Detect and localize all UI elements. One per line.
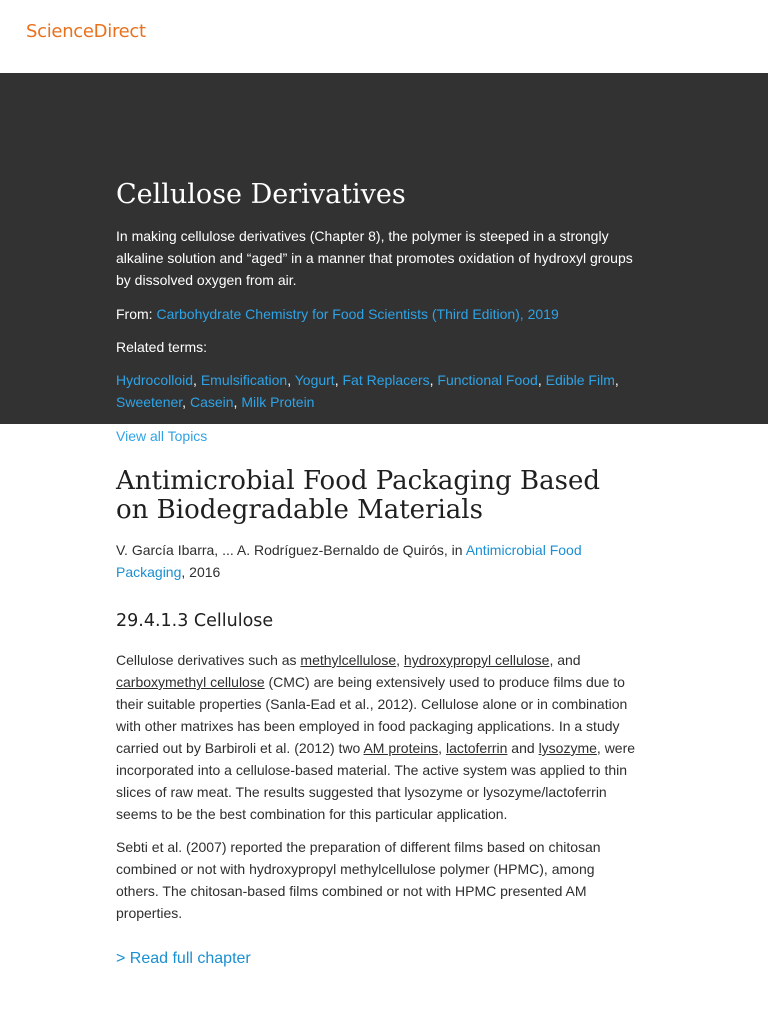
related-term-functional-food[interactable]: Functional Food: [437, 372, 538, 388]
topic-overview: [0, 73, 768, 444]
term-link-lysozyme[interactable]: lysozyme: [538, 740, 597, 756]
text-run: (CMC) are being extensively used to produce films due to their suitable properties (Sanla-Ead et al., 2012). Cellulose alone or in combination with other matrixes has been employed in food packaging applications. In a study carried out by Barbiroli et al. (2012) two: [116, 674, 628, 756]
paragraph-1: [116, 649, 639, 825]
term-link-am-proteins[interactable]: AM proteins: [363, 740, 439, 756]
topic-source: [116, 303, 639, 325]
text-run: ,: [396, 652, 404, 668]
sciencedirect-logo[interactable]: ScienceDirect: [26, 21, 146, 42]
text-run: , and: [549, 652, 581, 668]
text-run: ,: [438, 740, 446, 756]
chapter-authors: [116, 539, 639, 583]
related-term-edible-film[interactable]: Edible Film: [545, 372, 615, 388]
text-run: Cellulose derivatives such as: [116, 652, 301, 668]
authors-text: V. García Ibarra, ... A. Rodríguez-Bernaldo de Quirós, in: [116, 542, 463, 558]
related-term-emulsification[interactable]: Emulsification: [200, 372, 288, 388]
term-link-hydroxypropyl-cellulose[interactable]: hydroxypropyl cellulose: [403, 652, 550, 668]
related-term-milk-protein[interactable]: Milk Protein: [241, 394, 315, 410]
related-terms-list: Hydrocolloid, Emulsification, Yogurt, Fat Replacers, Functional Food, Edible Film, Sweetener, Casein, Milk Protein: [116, 372, 619, 410]
source-link[interactable]: Antimicrobial Food Packaging: [116, 542, 582, 580]
related-term-sweetener[interactable]: Sweetener: [116, 394, 183, 410]
text-run: , were incorporated into a cellulose-based material. The active system was applied to thin slices of raw meat. The results suggested that lysozyme or lysozyme/lactoferrin seems to be the best combination for this particular application.: [116, 740, 636, 822]
related-term-yogurt[interactable]: Yogurt: [294, 372, 335, 388]
chapter-excerpt: [0, 424, 768, 970]
paragraph-2: Sebti et al. (2007) reported the preparation of different films based on chitosan combined or not with hydroxypropyl methylcellulose polymer (HPMC), among others. The chitosan-based films combined or not with HPMC presented AM properties.: [116, 839, 601, 921]
view-all-topics-link[interactable]: View all Topics: [116, 428, 208, 444]
related-terms-label: Related terms:: [116, 339, 208, 355]
section-heading: 29.4.1.3 Cellulose: [116, 611, 274, 631]
source-book-link[interactable]: Carbohydrate Chemistry for Food Scientists (Third Edition), 2019: [156, 306, 559, 322]
related-term-casein[interactable]: Casein: [189, 394, 234, 410]
related-term-hydrocolloid[interactable]: Hydrocolloid: [116, 372, 194, 388]
text-run: and: [507, 740, 539, 756]
publication-year: , 2016: [181, 564, 221, 580]
read-full-chapter-link[interactable]: > Read full chapter: [116, 950, 251, 967]
term-link-lactoferrin[interactable]: lactoferrin: [445, 740, 508, 756]
from-label: From:: [116, 306, 153, 322]
related-term-fat-replacers[interactable]: Fat Replacers: [342, 372, 430, 388]
term-link-methylcellulose[interactable]: methylcellulose: [300, 652, 397, 668]
topic-title: Cellulose Derivatives: [116, 179, 406, 210]
chapter-title: Antimicrobial Food Packaging Based on Biodegradable Materials: [116, 466, 601, 525]
site-header: [0, 0, 768, 73]
topic-definition: In making cellulose derivatives (Chapter 8), the polymer is steeped in a strongly alkaline solution and “aged” in a manner that promotes oxidation of hydroxyl groups by dissolved oxygen from air.: [116, 228, 633, 288]
term-link-carboxymethyl-cellulose[interactable]: carboxymethyl cellulose: [116, 674, 265, 690]
